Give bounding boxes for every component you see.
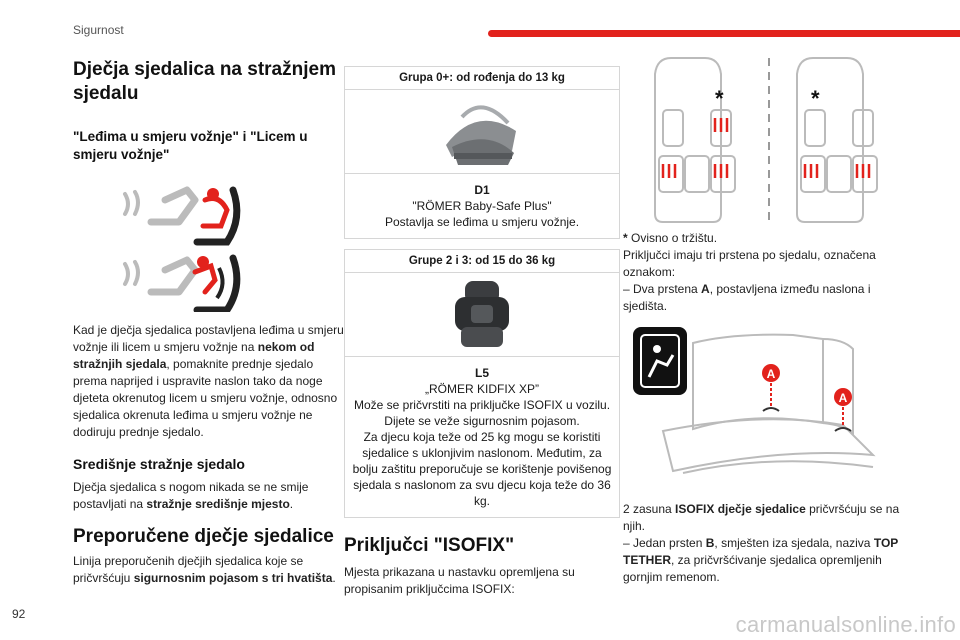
market-note: * Ovisno o tržištu. [623,231,718,245]
baby-safe-image [345,90,619,174]
baby-carrier-icon [432,95,532,169]
group-0-caption: Grupa 0+: od rođenja do 13 kg [345,67,619,90]
center-seat-paragraph: Dječja sjedalica s nogom nikada se ne smije postavljati na stražnje središnje mjesto. [73,480,309,511]
booster-seat-icon [447,277,517,353]
recommended-seats-paragraph: Linija preporučenih dječjih sjedalica koje se pričvršćuju sigurnosnim pojasom s tri hvatišta. [73,554,336,585]
isofix-car-diagram [623,52,903,224]
group-2-3-description: L5 „RÖMER KIDFIX XP” Može se pričvrstiti na priključke ISOFIX u vozilu. Dijete se veže sigurnosnim pojasom. Za djecu koja teže od 25 kg mogu se koristiti sjedalice s uklonjivim naslonom. Međutim, za bolju zaštitu preporučuje se korištenje povišenog sjedala s naslonom za svu djecu koja teže do 36 kg. [352,366,612,508]
child-seat-orientation-icon [73,172,345,312]
left-column [73,58,345,587]
orientation-paragraph: Kad je dječja sjedalica postavljena leđima u smjeru vožnje ili licem u smjeru vožnje na nekom od stražnjih sjedala, pomaknite prednje sjedalo prema naprijed i uspravite naslon tako da noge djeteta okrenutog licem u smjeru vožnje, odnosno sjedalica okrenuta leđima u smjeru vožnje ne dodiruju prednje sjedalo. [73,323,344,439]
isofix-title: Priključci "ISOFIX" [344,535,515,556]
page-number: 92 [12,607,26,621]
svg-text:*: * [811,86,820,111]
group-2-3-caption: Grupe 2 i 3: od 15 do 36 kg [345,250,619,273]
orientation-subtitle: "Leđima u smjeru vožnje" i "Licem u smjeru vožnje" [73,129,308,162]
rings-paragraph: Priključci imaju tri prstena po sjedalu, označena oznakom: [623,248,876,279]
middle-column [344,66,620,598]
rear-seat-title: Dječja sjedalica na stražnjem sjedalu [73,59,336,104]
center-seat-title: Središnje stražnje sjedalo [73,456,245,472]
recommended-seats-title: Preporučene dječje sjedalice [73,526,334,547]
ring-a-label-1: A [766,367,776,381]
group-0-seat-box [344,66,620,239]
watermark: carmanualsonline.info [735,612,956,637]
right-column [623,52,903,586]
section-label: Sigurnost [73,23,124,37]
isofix-seat-diagram [623,323,891,493]
ring-a-label-2: A [838,391,848,405]
kidfix-image [345,273,619,357]
isofix-paragraph: Mjesta prikazana u nastavku opremljena su propisanim priključcima ISOFIX: [344,565,575,596]
header-accent-bar [488,30,960,37]
rings-a-bullet: – Dva prstena A, postavljena između naslona i sjedišta. [623,282,871,313]
group-2-3-seat-box [344,249,620,518]
latches-paragraph: 2 zasuna ISOFIX dječje sjedalice pričvršćuju se na njih. [623,502,900,533]
ring-b-bullet: – Jedan prsten B, smješten iza sjedala, naziva TOP TETHER, za pričvršćivanje sjedalica opremljenih gornjim remenom. [623,536,899,584]
group-0-description: D1 "RÖMER Baby-Safe Plus" Postavlja se leđima u smjeru vožnje. [384,183,580,229]
svg-text:*: * [715,86,724,111]
